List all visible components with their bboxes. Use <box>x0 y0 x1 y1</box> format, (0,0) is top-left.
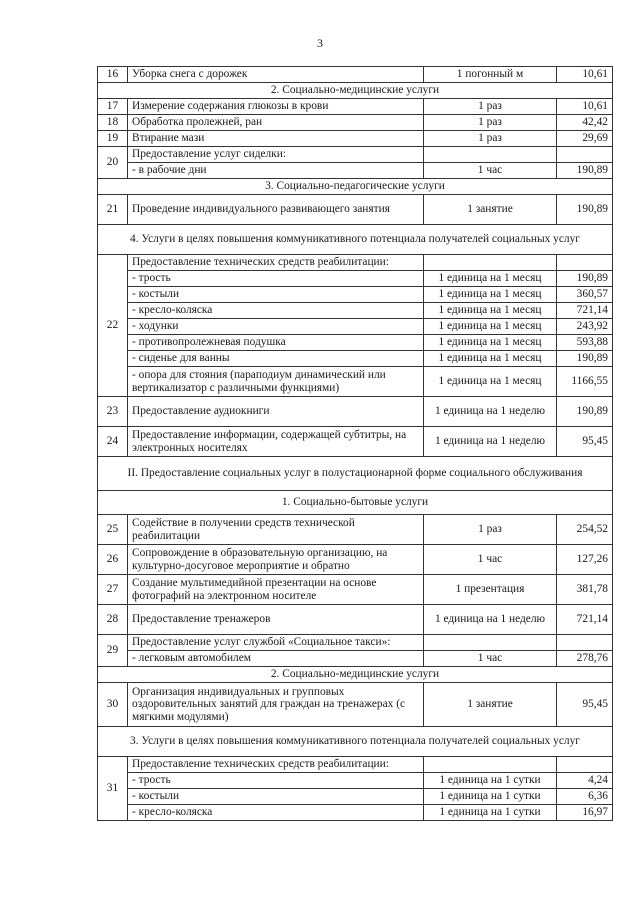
service-subitem-name: - костыли <box>128 287 424 303</box>
service-price: 190,89 <box>557 351 613 367</box>
unit-of-service <box>424 757 557 773</box>
unit-of-service: 1 погонный м <box>424 67 557 83</box>
service-price: 360,57 <box>557 287 613 303</box>
unit-of-service: 1 единица на 1 сутки <box>424 773 557 789</box>
section-heading: 1. Социально-бытовые услуги <box>98 491 613 515</box>
table-subrow <box>98 303 613 319</box>
table-subrow <box>98 367 613 397</box>
row-number: 31 <box>98 757 128 821</box>
service-subitem-name: - трость <box>128 271 424 287</box>
table-row <box>98 195 613 225</box>
service-subitem-name: - в рабочие дни <box>128 163 424 179</box>
unit-of-service: 1 единица на 1 сутки <box>424 805 557 821</box>
row-number: 20 <box>98 147 128 179</box>
table-row <box>98 255 613 271</box>
service-price: 190,89 <box>557 271 613 287</box>
service-price: 190,89 <box>557 397 613 427</box>
service-name: Сопровождение в образовательную организацию, на культурно-досуговое мероприятие и обратно <box>128 545 424 575</box>
table-subrow <box>98 789 613 805</box>
row-number: 29 <box>98 635 128 667</box>
service-price <box>557 147 613 163</box>
service-price <box>557 757 613 773</box>
table-subrow <box>98 335 613 351</box>
service-group-name: Предоставление услуг сиделки: <box>128 147 424 163</box>
service-name: Предоставление аудиокниги <box>128 397 424 427</box>
table-row <box>98 67 613 83</box>
table-row <box>98 757 613 773</box>
section-row <box>98 457 613 491</box>
table-subrow <box>98 351 613 367</box>
service-name: Обработка пролежней, ран <box>128 115 424 131</box>
service-price: 721,14 <box>557 605 613 635</box>
service-group-name: Предоставление технических средств реабилитации: <box>128 255 424 271</box>
unit-of-service: 1 единица на 1 месяц <box>424 303 557 319</box>
service-price: 10,61 <box>557 67 613 83</box>
table-subrow <box>98 287 613 303</box>
service-subitem-name: - противопролежневая подушка <box>128 335 424 351</box>
row-number: 17 <box>98 99 128 115</box>
service-subitem-name: - кресло-коляска <box>128 805 424 821</box>
service-name: Проведение индивидуального развивающего занятия <box>128 195 424 225</box>
unit-of-service: 1 час <box>424 545 557 575</box>
service-price: 10,61 <box>557 99 613 115</box>
service-name: Измерение содержания глюкозы в крови <box>128 99 424 115</box>
service-subitem-name: - ходунки <box>128 319 424 335</box>
service-price: 254,52 <box>557 515 613 545</box>
section-heading: 3. Услуги в целях повышения коммуникативного потенциала получателей социальных услуг <box>98 727 613 757</box>
service-price: 4,24 <box>557 773 613 789</box>
service-price: 190,89 <box>557 195 613 225</box>
table-row <box>98 427 613 457</box>
unit-of-service <box>424 255 557 271</box>
service-price: 721,14 <box>557 303 613 319</box>
section-heading: 3. Социально-педагогические услуги <box>98 179 613 195</box>
unit-of-service: 1 раз <box>424 115 557 131</box>
table-row <box>98 683 613 727</box>
unit-of-service: 1 единица на 1 неделю <box>424 427 557 457</box>
table-subrow <box>98 651 613 667</box>
table-row <box>98 115 613 131</box>
section-row <box>98 179 613 195</box>
unit-of-service: 1 единица на 1 сутки <box>424 789 557 805</box>
unit-of-service: 1 презентация <box>424 575 557 605</box>
service-subitem-name: - сиденье для ванны <box>128 351 424 367</box>
service-subitem-name: - костыли <box>128 789 424 805</box>
service-price: 593,88 <box>557 335 613 351</box>
table-subrow <box>98 319 613 335</box>
table-row <box>98 515 613 545</box>
section-heading: 2. Социально-медицинские услуги <box>98 83 613 99</box>
service-group-name: Предоставление технических средств реабилитации: <box>128 757 424 773</box>
service-price: 95,45 <box>557 683 613 727</box>
unit-of-service: 1 раз <box>424 99 557 115</box>
unit-of-service: 1 единица на 1 месяц <box>424 351 557 367</box>
service-price: 243,92 <box>557 319 613 335</box>
row-number: 23 <box>98 397 128 427</box>
service-price: 29,69 <box>557 131 613 147</box>
unit-of-service: 1 единица на 1 месяц <box>424 367 557 397</box>
section-row <box>98 225 613 255</box>
section-row <box>98 491 613 515</box>
row-number: 22 <box>98 255 128 397</box>
unit-of-service: 1 единица на 1 месяц <box>424 319 557 335</box>
table-row <box>98 147 613 163</box>
service-price: 278,76 <box>557 651 613 667</box>
table-subrow <box>98 773 613 789</box>
service-price: 1166,55 <box>557 367 613 397</box>
section-heading: 2. Социально-медицинские услуги <box>98 667 613 683</box>
unit-of-service: 1 занятие <box>424 195 557 225</box>
table-row <box>98 605 613 635</box>
row-number: 24 <box>98 427 128 457</box>
service-name: Организация индивидуальных и групповых оздоровительных занятий для граждан на тренажерах (с мягкими модулями) <box>128 683 424 727</box>
service-price: 16,97 <box>557 805 613 821</box>
service-name: Содействие в получении средств технической реабилитации <box>128 515 424 545</box>
unit-of-service: 1 час <box>424 651 557 667</box>
table-row <box>98 131 613 147</box>
table-subrow <box>98 163 613 179</box>
service-group-name: Предоставление услуг службой «Социальное такси»: <box>128 635 424 651</box>
table-row <box>98 545 613 575</box>
services-table <box>97 66 613 821</box>
unit-of-service: 1 занятие <box>424 683 557 727</box>
service-price: 95,45 <box>557 427 613 457</box>
table-subrow <box>98 805 613 821</box>
unit-of-service: 1 единица на 1 месяц <box>424 287 557 303</box>
service-price: 6,36 <box>557 789 613 805</box>
service-price <box>557 255 613 271</box>
row-number: 21 <box>98 195 128 225</box>
unit-of-service <box>424 147 557 163</box>
service-price: 381,78 <box>557 575 613 605</box>
table-row <box>98 635 613 651</box>
unit-of-service: 1 единица на 1 месяц <box>424 271 557 287</box>
row-number: 28 <box>98 605 128 635</box>
service-name: Предоставление информации, содержащей субтитры, на электронных носителях <box>128 427 424 457</box>
service-price <box>557 635 613 651</box>
table-row <box>98 397 613 427</box>
unit-of-service <box>424 635 557 651</box>
service-name: Уборка снега с дорожек <box>128 67 424 83</box>
section-heading: 4. Услуги в целях повышения коммуникативного потенциала получателей социальных услуг <box>98 225 613 255</box>
service-name: Предоставление тренажеров <box>128 605 424 635</box>
service-price: 190,89 <box>557 163 613 179</box>
service-subitem-name: - легковым автомобилем <box>128 651 424 667</box>
unit-of-service: 1 единица на 1 неделю <box>424 397 557 427</box>
page-number: 3 <box>317 36 323 50</box>
section-row <box>98 667 613 683</box>
service-name: Втирание мази <box>128 131 424 147</box>
section-row <box>98 83 613 99</box>
row-number: 25 <box>98 515 128 545</box>
row-number: 27 <box>98 575 128 605</box>
row-number: 19 <box>98 131 128 147</box>
unit-of-service: 1 раз <box>424 515 557 545</box>
table-row <box>98 99 613 115</box>
table-row <box>98 575 613 605</box>
service-subitem-name: - трость <box>128 773 424 789</box>
row-number: 26 <box>98 545 128 575</box>
service-name: Создание мультимедийной презентации на основе фотографий на электронном носителе <box>128 575 424 605</box>
unit-of-service: 1 единица на 1 месяц <box>424 335 557 351</box>
service-price: 42,42 <box>557 115 613 131</box>
unit-of-service: 1 раз <box>424 131 557 147</box>
table-subrow <box>98 271 613 287</box>
service-subitem-name: - кресло-коляска <box>128 303 424 319</box>
service-price: 127,26 <box>557 545 613 575</box>
unit-of-service: 1 единица на 1 неделю <box>424 605 557 635</box>
section-row <box>98 727 613 757</box>
unit-of-service: 1 час <box>424 163 557 179</box>
service-subitem-name: - опора для стояния (парaподиум динамический или вертикализатор с различными функциями) <box>128 367 424 397</box>
row-number: 18 <box>98 115 128 131</box>
row-number: 30 <box>98 683 128 727</box>
row-number: 16 <box>98 67 128 83</box>
section-heading: II. Предоставление социальных услуг в полустационарной форме социального обслуживания <box>98 457 613 491</box>
